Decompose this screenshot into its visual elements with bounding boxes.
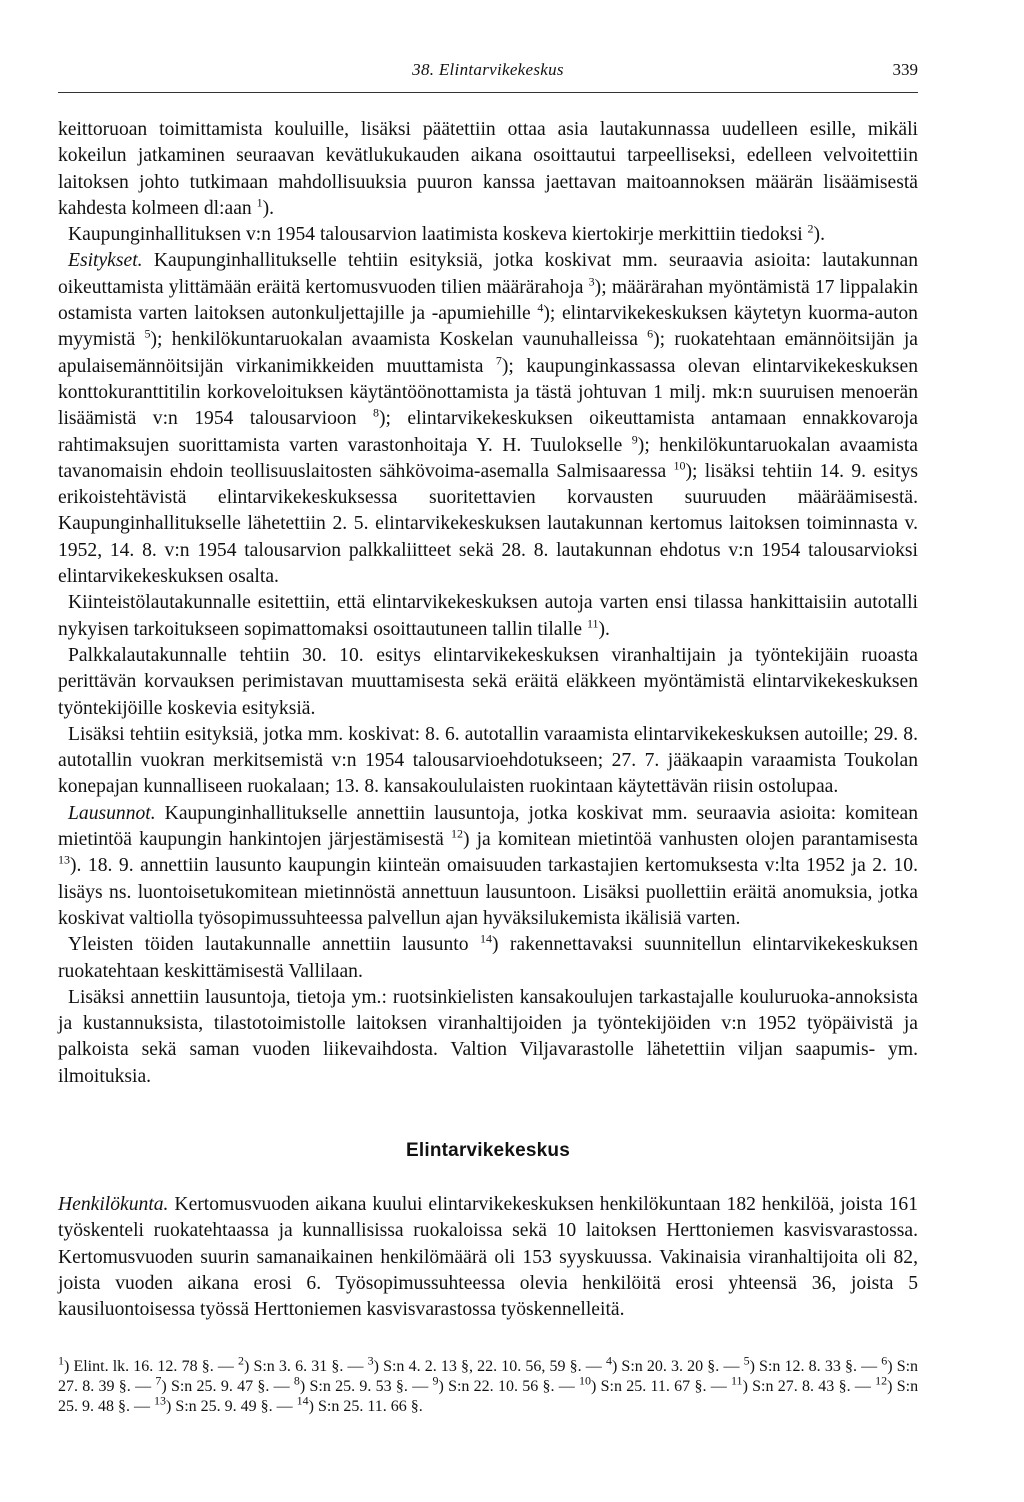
paragraph: Kiinteistölautakunnalle esitettiin, että elintarvikekeskuksen autoja varten ensi tilassa hankittaisiin autotalli nykyisen tarkoitukseen sopimattomaksi osoittautuneen tallin tilalle $^{11}$). xyxy=(58,592,918,640)
footnote-ref: 10 xyxy=(673,458,686,473)
footnote-mark: 2 xyxy=(237,1354,244,1369)
paragraph: Henkilökunta. Kertomusvuoden aikana kuului elintarvikekeskuksen henkilökuntaan 182 henkilöä, joista 161 työskenteli ruokatehtaassa ja kunnallisissa ruokaloissa sekä 10 laitoksen Herttoniemen kasvisvarastossa. Kertomusvuoden suurin samanaikainen henkilömäärä oli 153 syyskuussa. Vakinaisia viranhaltijoita oli 82, joista vuoden aikana erosi 6. Työsopimussuhteessa olevia henkilöitä erosi yhteensä 36, joista 5 kausiluontoisessa työssä Herttoniemen kasvisvarastossa työskennelleitä. xyxy=(58,1193,918,1321)
page-number: 339 xyxy=(892,60,918,79)
paragraph: Lisäksi annettiin lausuntoja, tietoja ym.: ruotsinkielisten kansakoulujen tarkastajalle kouluruoka-annoksista ja kustannuksista, tilastotoimistolle laitoksen viranhaltijoiden ja työntekijöiden v:n 1952 työpäivistä ja palkoista sekä saman vuoden liikevaihdosta. Valtion Viljavarastolle lähetettiin viljan saapumis- ym. ilmoituksia. xyxy=(58,986,918,1087)
footnote-ref: 6 xyxy=(647,326,654,341)
footnote-mark: 1 xyxy=(58,1354,64,1369)
footnote-text: ) S:n 22. 10. 56 §. — xyxy=(438,1378,580,1396)
footnote-ref: 12 xyxy=(450,826,463,841)
running-header xyxy=(58,60,918,88)
footnote-text: ) S:n 25. 9. 47 §. — xyxy=(161,1378,294,1396)
paragraph: Lisäksi tehtiin esityksiä, jotka mm. koskivat: 8. 6. autotallin varaamista elintarvikekeskuksen autoille; 29. 8. autotallin vuokran merkitsemistä v:n 1954 talousarvioehdotukseen; 27. 7. jääkaapin varaamista Toukolan konepajan kunnalliseen ruokalaan; 13. 8. kansakoululaisten ruokintaan käytettävän riisin ostolupaa. xyxy=(58,723,918,798)
footnote-mark: 6 xyxy=(881,1354,888,1369)
paragraph-lead: Esitykset. xyxy=(68,250,143,272)
footnote-text: ) Elint. lk. 16. 12. 78 §. — xyxy=(64,1358,238,1376)
footnote-ref: 2 xyxy=(807,221,814,236)
section-heading: Elintarvikekeskus xyxy=(406,1139,570,1161)
paragraph: Kaupunginhallituksen v:n 1954 talousarvion laatimista koskeva kiertokirje merkittiin tiedoksi $^2$). xyxy=(68,221,825,246)
running-title: 38. Elintarvikekeskus xyxy=(412,60,564,79)
header-rule xyxy=(58,92,918,93)
footnote-ref: 1 xyxy=(256,195,263,210)
footnote-mark: 7 xyxy=(155,1374,162,1389)
footnote-ref: 11 xyxy=(586,616,599,631)
footnote-ref: 4 xyxy=(537,300,544,315)
footnote-mark: 4 xyxy=(605,1354,612,1369)
footnote-ref: 8 xyxy=(372,405,379,420)
footnote-mark: 11 xyxy=(731,1374,743,1389)
paragraph-lead: Lausunnot. xyxy=(68,802,156,824)
footnote-text: ) S:n 27. 8. 43 §. — xyxy=(742,1378,876,1396)
footnote-ref: 14 xyxy=(479,931,492,946)
footnote-text: ) S:n 25. 9. 48 §. — xyxy=(58,1378,919,1416)
paragraph: keittoruoan toimittamista kouluille, lisäksi päätettiin ottaa asia lautakunnassa uudelleen esille, mikäli kokeilun jatkaminen seuraavan kevätlukukauden aikana osoittautui tarpeelliseksi, edelleen velvoitettiin laitoksen johto tutkimaan mahdollisuuksia puuron kanssa jaettavan maitoannoksen määrän lisäämisestä kahdesta kolmeen dl:aan $^1$). xyxy=(58,119,918,219)
footnote-text: ) S:n 25. 9. 49 §. — xyxy=(166,1398,297,1416)
paragraph: Esitykset. Kaupunginhallitukselle tehtiin esityksiä, jotka koskivat mm. seuraavia asioita: lautakunnan oikeuttamista ylittämään eräitä kertomusvuoden tilien määrärahoja $^3$); määrärahan myöntämistä 17 lippalakin ostamista varten laitoksen autonkuljettajille ja -apumiehille $^4$); elintarvikekeskuksen käytetyn kuorma-auton myymistä $^5$); henkilökuntaruokalan avaamista Koskelan vaunuhalleissa $^6$); ruokatehtaan emännöitsijän ja apulaisemännöitsijän virkanimikkeiden muuttamista $^7$); kaupunginkassassa olevan elintarvikekeskuksen konttokuranttitilin korkoveloituksen käytäntöönottamista ja tästä johtuvan 1 milj. mk:n suuruisen menoerän lisäämistä v:n 1954 talousarvioon $^8$); elintarvikekeskuksen oikeuttamista antamaan ennakkovaroja rahtimaksujen suorittamista varten varastonhoitaja Y. H. Tuulokselle $^9$); henkilökuntaruokalan avaamista tavanomaisin ehdoin teollisuuslaitosten sähkövoima-asemalla Salmisaaressa $^{10}$); lisäksi tehtiin 14. 9. esitys erikoistehtävistä elintarvikekeskuksessa suoritettavien korvausten suuruuden määräämisestä. Kaupunginhallitukselle lähetettiin 2. 5. elintarvikekeskuksen lautakunnan kertomus laitoksen toiminnasta v. 1952, 14. 8. v:n 1954 talousarvion palkkaliitteet sekä 28. 8. lautakunnan ehdotus v:n 1954 talousarvioksi elintarvikekeskuksen osalta. xyxy=(58,250,918,588)
footnote-ref: 3 xyxy=(588,274,595,289)
footnote-mark: 5 xyxy=(743,1354,750,1369)
footnote-text: ) S:n 25. 9. 53 §. — xyxy=(299,1378,433,1396)
footnote-ref: 9 xyxy=(631,432,638,447)
footnote-mark: 13 xyxy=(154,1394,166,1409)
footnote-text: ) S:n 25. 11. 67 §. — xyxy=(591,1378,731,1396)
footnote-text: ) S:n 12. 8. 33 §. — xyxy=(749,1358,882,1376)
paragraph: Palkkalautakunnalle tehtiin 30. 10. esitys elintarvikekeskuksen viranhaltijain ja työntekijäin ruoasta perittävän korvauksen perimistavan muuttamisesta sekä eräitä eläkkeen myöntämistä elintarvikekeskuksen työntekijöille koskevia esityksiä. xyxy=(58,644,918,719)
footnote-mark: 10 xyxy=(579,1374,592,1389)
footnote-text: ) S:n 25. 11. 66 §. xyxy=(308,1398,423,1416)
footnote-mark: 3 xyxy=(367,1354,374,1369)
footnote-text: ) S:n 20. 3. 20 §. — xyxy=(611,1358,744,1376)
footnote-mark: 9 xyxy=(432,1374,439,1389)
footnote-mark: 12 xyxy=(875,1374,888,1389)
footnote-mark: 8 xyxy=(293,1374,300,1389)
paragraph: Lausunnot. Kaupunginhallitukselle annettiin lausuntoja, jotka koskivat mm. seuraavia asioita: komitean mietintöä kaupungin hankintojen järjestämisestä $^{12}$) ja komitean mietintöä vanhusten olojen parantamisesta $^{13}$). 18. 9. annettiin lausunto kaupungin kiinteän omaisuuden tarkastajien kertomuksesta v:lta 1952 ja 2. 10. lisäys ns. luontoisetukomitean mietinnöstä annettuun lausuntoon. Lisäksi puollettiin eräitä anomuksia, jotka koskivat valtiolla työsopimussuhteessa palvellun ajan hyväksilukemista ikälisiä varten. xyxy=(58,802,919,929)
footnote-text: ) S:n 3. 6. 31 §. — xyxy=(243,1358,368,1376)
footnote-text: ) S:n 27. 8. 39 §. — xyxy=(58,1358,919,1396)
paragraph-lead: Henkilökunta. xyxy=(58,1193,169,1215)
footnote-ref: 5 xyxy=(144,326,151,341)
body-text xyxy=(58,117,918,1323)
footnote-mark: 14 xyxy=(296,1394,309,1409)
footnote-ref: 13 xyxy=(58,852,70,867)
footnote-text: ) S:n 4. 2. 13 §, 22. 10. 56, 59 §. — xyxy=(373,1358,606,1376)
document-page xyxy=(58,60,918,1417)
paragraph: Yleisten töiden lautakunnalle annettiin lausunto $^{14}$) rakennettavaksi suunnitellun elintarvikekeskuksen ruokatehtaan keskittämisestä Vallilaan. xyxy=(58,931,918,982)
footnote-ref: 7 xyxy=(495,353,502,368)
footnotes xyxy=(58,1354,919,1417)
